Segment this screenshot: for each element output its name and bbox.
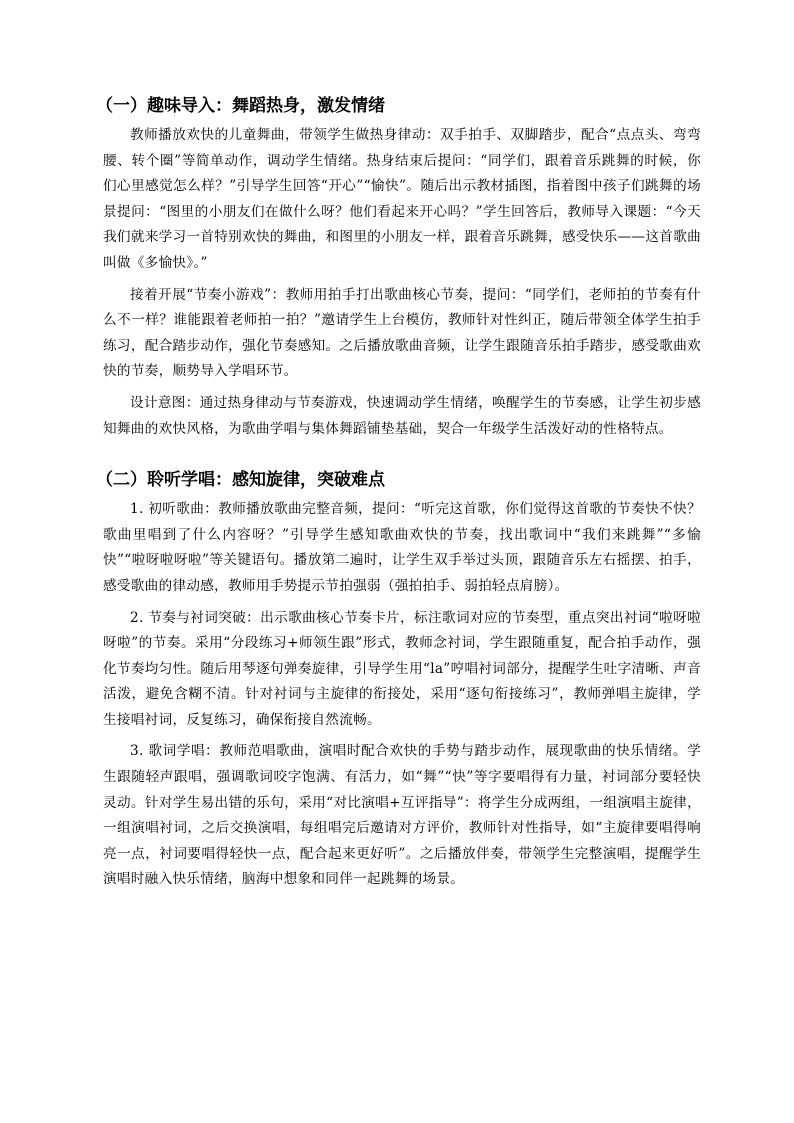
paragraph: 设计意图：通过热身律动与节奏游戏，快速调动学生情绪，唤醒学生的节奏感，让学生初步感知舞曲的欢快风格，为歌曲学唱与集体舞蹈铺垫基础，契合一年级学生活泼好动的性格特点。 bbox=[103, 394, 701, 437]
document-body bbox=[96, 92, 701, 899]
section-heading-2: （二）聆听学唱：感知旋律，突破难点 bbox=[96, 470, 385, 491]
paragraph: 教师播放欢快的儿童舞曲，带领学生做热身律动：双手拍手、双脚踏步，配合“点点头、弯弯腰、转个圈”等简单动作，调动学生情绪。热身结束后提问：“同学们，跟着音乐跳舞的时候，你们心里感觉怎么样？”引导学生回答“开心”“愉快”。随后出示教材插图，指着图中孩子们跳舞的场景提问：“图里的小朋友们在做什么呀？他们看起来开心吗？”学生回答后，教师导入课题：“今天我们就来学习一首特别欢快的舞曲，和图里的小朋友一样，跟着音乐跳舞，感受快乐——这首歌曲叫做《多愉快》。” bbox=[103, 127, 701, 271]
paragraph: 1. 初听歌曲：教师播放歌曲完整音频，提问：“听完这首歌，你们觉得这首歌的节奏快不快？歌曲里唱到了什么内容呀？”引导学生感知歌曲欢快的节奏，找出歌词中“我们来跳舞”“多愉快”“啦呀啦呀啦”等关键语句。播放第二遍时，让学生双手举过头顶，跟随音乐左右摇摆、拍手，感受歌曲的律动感，教师用手势提示节拍强弱（强拍拍手、弱拍轻点肩膀）。 bbox=[103, 501, 701, 594]
paragraph: 2. 节奏与衬词突破：出示歌曲核心节奏卡片，标注歌词对应的节奏型，重点突出衬词“啦呀啦呀啦”的节奏。采用“分段练习+师领生跟”形式，教师念衬词，学生跟随重复，配合拍手动作，强化节奏均匀性。随后用琴逐句弹奏旋律，引导学生用“la”哼唱衬词部分，提醒学生吐字清晰、声音活泼，避免含糊不清。针对衬词与主旋律的衔接处，采用“逐句衔接练习”，教师弹唱主旋律，学生接唱衬词，反复练习，确保衔接自然流畅。 bbox=[103, 609, 701, 728]
paragraph: 3. 歌词学唱：教师范唱歌曲，演唱时配合欢快的手势与踏步动作，展现歌曲的快乐情绪。学生跟随轻声跟唱，强调歌词咬字饱满、有活力，如“舞”“快”等字要唱得有力量，衬词部分要轻快灵动。针对学生易出错的乐句，采用“对比演唱+互评指导”：将学生分成两组，一组演唱主旋律，一组演唱衬词，之后交换演唱，每组唱完后邀请对方评价，教师针对性指导，如“主旋律要唱得响亮一点，衬词要唱得轻快一点，配合起来更好听”。之后播放伴奏，带领学生完整演唱，提醒学生演唱时融入快乐情绪，脑海中想象和同伴一起跳舞的场景。 bbox=[103, 743, 701, 888]
section-heading-1: （一）趣味导入：舞蹈热身，激发情绪 bbox=[96, 96, 385, 116]
paragraph: 接着开展“节奏小游戏”：教师用拍手打出歌曲核心节奏，提问：“同学们，老师拍的节奏有什么不一样？谁能跟着老师拍一拍？”邀请学生上台模仿，教师针对性纠正，随后带领全体学生拍手练习，配合踏步动作，强化节奏感知。之后播放歌曲音频，让学生跟随音乐拍手踏步，感受歌曲欢快的节奏，顺势导入学唱环节。 bbox=[103, 286, 701, 380]
